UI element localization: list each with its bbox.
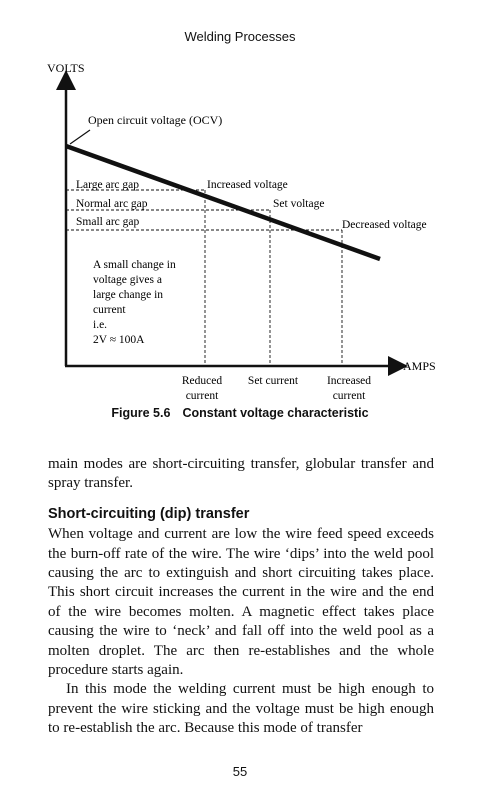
increased-current-label: Increased bbox=[326, 375, 372, 387]
note-line: A small change in bbox=[93, 259, 176, 271]
x-axis-label: AMPS bbox=[403, 359, 436, 373]
y-axis-label: VOLTS bbox=[47, 61, 85, 75]
set-current-label: Set current bbox=[247, 375, 299, 387]
note-line: 2V ≈ 100A bbox=[93, 334, 145, 346]
intro-paragraph: main modes are short-circuiting transfer, globular transfer and spray transfer. bbox=[48, 456, 434, 492]
figure-number: Figure 5.6 bbox=[111, 406, 171, 420]
note-line: large change in bbox=[93, 289, 164, 301]
ocv-label: Open circuit voltage (OCV) bbox=[88, 113, 223, 127]
section-heading: Short-circuiting (dip) transfer bbox=[48, 505, 250, 522]
paragraph: In this mode the welding current must be high enough to prevent the wire sticking and the voltage must be high enough to re-establish the arc. Because this mode of transfer bbox=[48, 681, 434, 737]
reduced-current-label-2: current bbox=[185, 390, 219, 402]
figure-caption bbox=[0, 406, 480, 420]
increased-voltage-label: Increased voltage bbox=[207, 179, 288, 191]
running-header: Welding Processes bbox=[184, 29, 296, 44]
figure-caption-text: Constant voltage characteristic bbox=[182, 406, 369, 420]
normal-arc-gap-label: Normal arc gap bbox=[76, 198, 148, 210]
set-voltage-label: Set voltage bbox=[273, 198, 325, 210]
note-line: i.e. bbox=[93, 319, 108, 331]
reduced-current-label: Reduced bbox=[181, 375, 223, 387]
page-number: 55 bbox=[232, 764, 248, 779]
large-arc-gap-label: Large arc gap bbox=[76, 179, 139, 191]
increased-current-label-2: current bbox=[332, 390, 366, 402]
decreased-voltage-label: Decreased voltage bbox=[342, 219, 427, 231]
note-line: current bbox=[93, 304, 126, 316]
note-line: voltage gives a bbox=[93, 274, 162, 286]
body-text bbox=[48, 455, 434, 739]
paragraph: When voltage and current are low the wire feed speed exceeds the burn-off rate of the wire. The wire ‘dips’ into the weld pool causing the arc to extinguish and short circuiting takes place. This short circuit increases the current in the wire and the end of the wire becomes molten. A magnetic effect takes place causing the wire to ‘neck’ and fall off into the weld pool as a molten droplet. The arc then re-establishes and the whole procedure starts again. bbox=[48, 526, 434, 679]
small-arc-gap-label: Small arc gap bbox=[76, 216, 140, 228]
ocv-pointer bbox=[70, 130, 90, 144]
